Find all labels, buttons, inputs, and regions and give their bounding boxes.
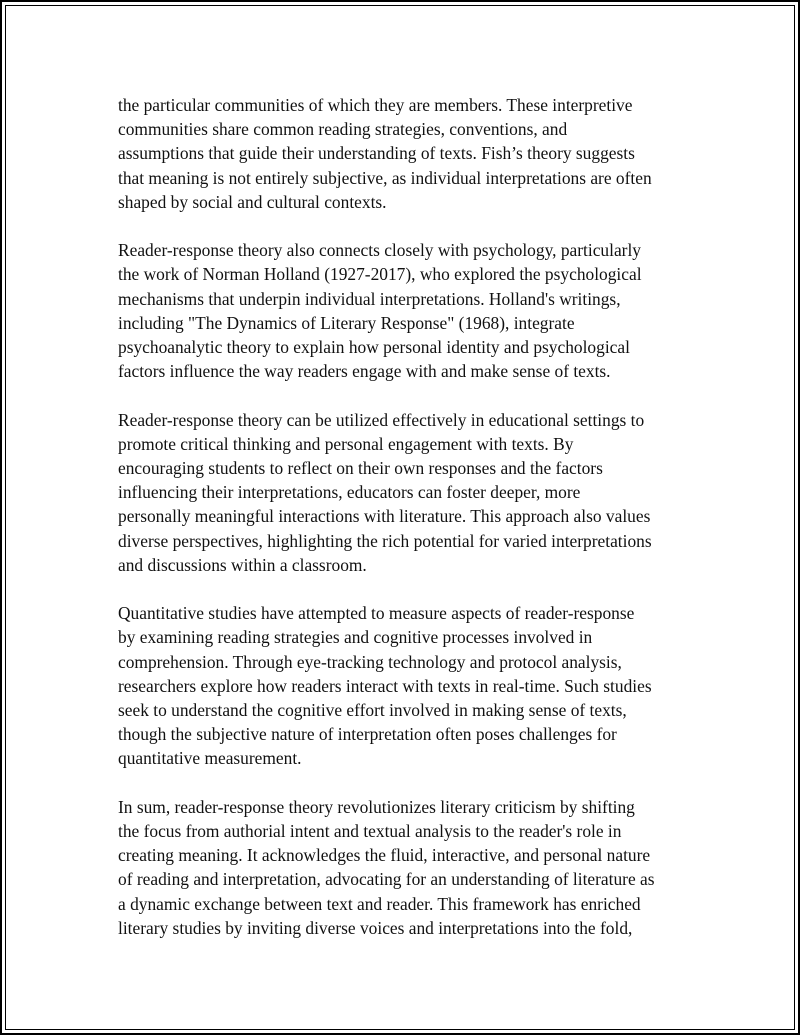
paragraph-summary: [118, 795, 718, 940]
paragraph-psychology: [118, 238, 718, 383]
text-line: by examining reading strategies and cognitive processes involved in: [118, 627, 593, 648]
text-line: encouraging students to reflect on their own responses and the factors: [118, 458, 603, 479]
text-line: seek to understand the cognitive effort involved in making sense of texts,: [118, 700, 627, 721]
text-line: quantitative measurement.: [118, 748, 302, 769]
text-line: influencing their interpretations, educators can foster deeper, more: [118, 482, 581, 503]
text-line: Reader-response theory also connects closely with psychology, particularly: [118, 240, 641, 261]
text-line: researchers explore how readers interact with texts in real-time. Such studies: [118, 675, 652, 696]
text-line: literary studies by inviting diverse voices and interpretations into the fold,: [118, 917, 633, 938]
text-line: of reading and interpretation, advocating for an understanding of literature as: [118, 869, 655, 890]
text-line: though the subjective nature of interpretation often poses challenges for: [118, 724, 617, 745]
text-line: that meaning is not entirely subjective, as individual interpretations are often: [118, 167, 652, 188]
text-line: diverse perspectives, highlighting the rich potential for varied interpretations: [118, 530, 652, 551]
text-line: assumptions that guide their understanding of texts. Fish’s theory suggests: [118, 143, 635, 164]
text-line: psychoanalytic theory to explain how personal identity and psychological: [118, 337, 630, 358]
text-line: the focus from authorial intent and textual analysis to the reader's role in: [118, 821, 622, 842]
paragraph-education: [118, 408, 718, 577]
text-line: the particular communities of which they are members. These interpretive: [118, 95, 633, 115]
text-line: In sum, reader-response theory revolutionizes literary criticism by shifting: [118, 796, 635, 817]
text-line: promote critical thinking and personal engagement with texts. By: [118, 433, 574, 454]
text-line: shaped by social and cultural contexts.: [118, 191, 387, 212]
text-line: factors influence the way readers engage with and make sense of texts.: [118, 361, 611, 382]
text-line: the work of Norman Holland (1927-2017), who explored the psychological: [118, 264, 642, 285]
text-line: Reader-response theory can be utilized effectively in educational settings to: [118, 409, 645, 430]
text-line: and discussions within a classroom.: [118, 554, 367, 575]
text-line: including "The Dynamics of Literary Response" (1968), integrate: [118, 312, 575, 333]
text-line: personally meaningful interactions with literature. This approach also values: [118, 506, 651, 527]
text-line: mechanisms that underpin individual interpretations. Holland's writings,: [118, 288, 621, 309]
text-line: communities share common reading strategies, conventions, and: [118, 119, 568, 140]
text-line: Quantitative studies have attempted to measure aspects of reader-response: [118, 603, 635, 624]
paragraph-interpretive-communities: [118, 93, 718, 214]
text-line: a dynamic exchange between text and reader. This framework has enriched: [118, 893, 641, 914]
paragraph-quantitative-studies: [118, 601, 718, 770]
page-body: [118, 93, 718, 964]
text-line: comprehension. Through eye-tracking technology and protocol analysis,: [118, 651, 622, 672]
text-line: creating meaning. It acknowledges the fluid, interactive, and personal nature: [118, 845, 651, 866]
